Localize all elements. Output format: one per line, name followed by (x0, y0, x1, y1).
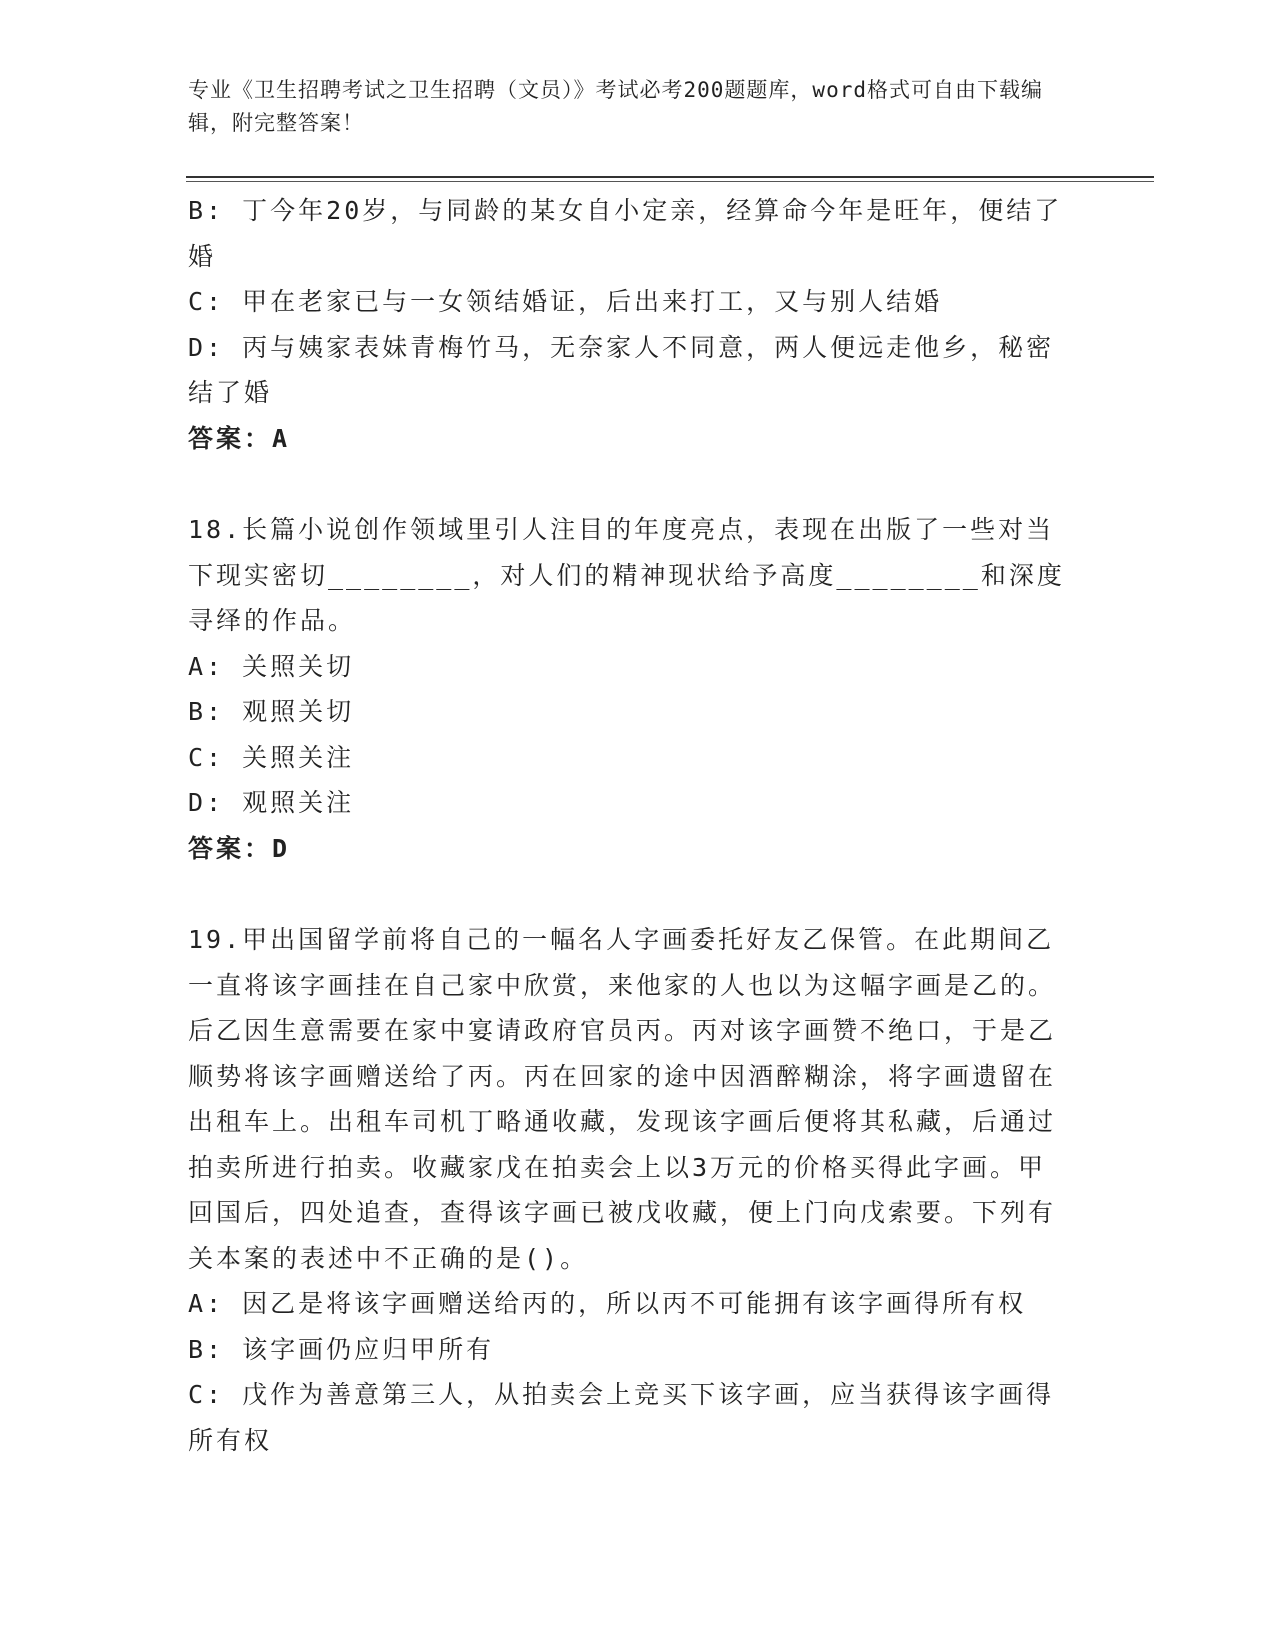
q18-option-d: D: 观照关注 (188, 788, 355, 817)
header-divider-thin (186, 181, 1154, 182)
q18-option-b: B: 观照关切 (188, 697, 355, 726)
q19-option-c: C: 戊作为善意第三人，从拍卖会上竞买下该字画，应当获得该字画得所有权 (188, 1380, 1055, 1455)
q18-option-c: C: 关照关注 (188, 742, 355, 772)
q18-stem: 18.长篇小说创作领域里引人注目的年度亮点，表现在出版了一些对当下现实密切________，对人们的精神现状给予高度________和深度寻绎的作品。 (188, 515, 1065, 635)
header-divider-thick (186, 176, 1154, 178)
q19-stem: 19.甲出国留学前将自己的一幅名人字画委托好友乙保管。在此期间乙一直将该字画挂在自己家中欣赏，来他家的人也以为这幅字画是乙的。后乙因生意需要在家中宴请政府官员丙。丙对该字画赞不绝口，于是乙顺势将该字画赠送给了丙。丙在回家的途中因酒醉糊涂，将字画遗留在出租车上。出租车司机丁略通收藏，发现该字画后便将其私藏，后通过拍卖所进行拍卖。收藏家戊在拍卖会上以3万元的价格买得此字画。甲回国后，四处追查，查得该字画已被戊收藏，便上门向戊索要。下列有关本案的表述中不正确的是()。 (188, 925, 1057, 1273)
q19-option-b: B: 该字画仍应归甲所有 (188, 1334, 495, 1364)
q17-answer: 答案：A (188, 423, 291, 453)
question-content (188, 188, 1068, 1463)
q17-option-b: B: 丁今年20岁，与同龄的某女自小定亲，经算命今年是旺年，便结了婚 (188, 196, 1063, 271)
spacer (188, 461, 1068, 507)
spacer (188, 871, 1068, 917)
q17-option-d: D: 丙与姨家表妹青梅竹马，无奈家人不同意，两人便远走他乡，秘密结了婚 (188, 332, 1055, 407)
q18-option-a: A: 关照关切 (188, 651, 355, 681)
q19-option-a: A: 因乙是将该字画赠送给丙的，所以丙不可能拥有该字画得所有权 (188, 1289, 1027, 1318)
q17-option-c: C: 甲在老家已与一女领结婚证，后出来打工，又与别人结婚 (188, 287, 943, 316)
q18-answer: 答案：D (188, 833, 291, 863)
document-header: 专业《卫生招聘考试之卫生招聘（文员）》考试必考200题题库，word格式可自由下载编辑，附完整答案！ (188, 78, 1043, 135)
